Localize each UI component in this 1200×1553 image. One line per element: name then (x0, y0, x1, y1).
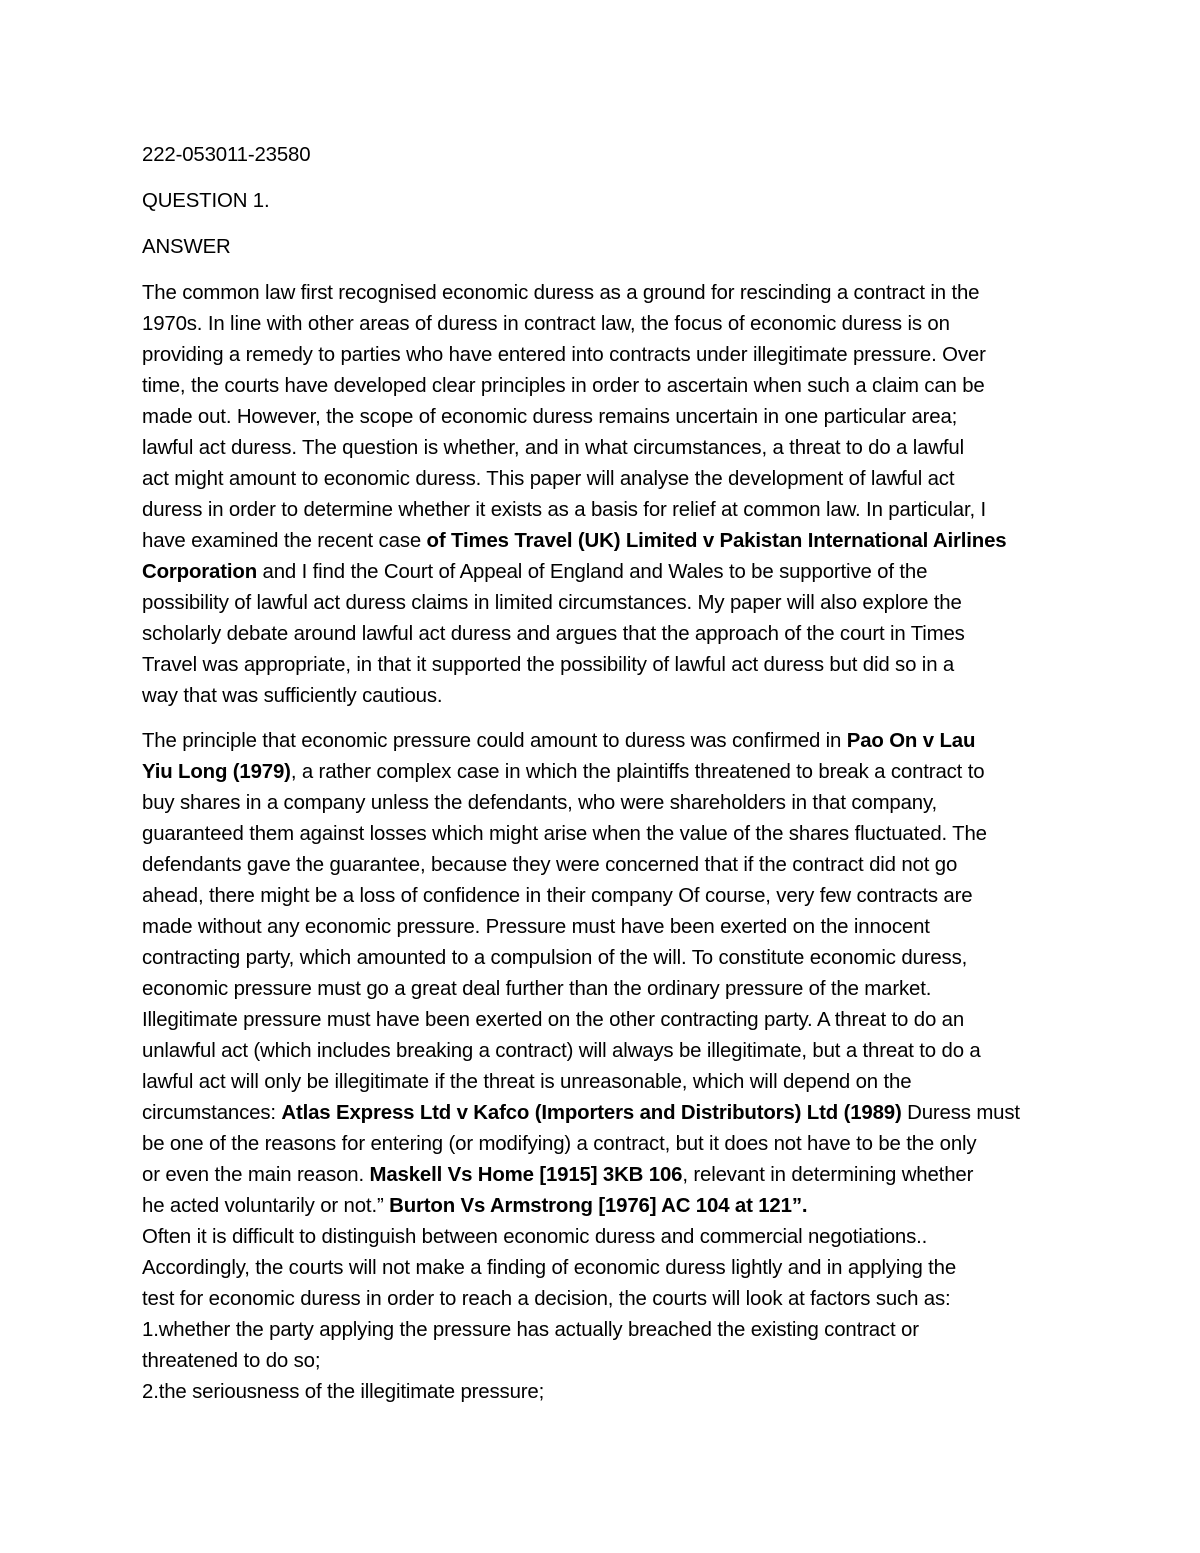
text-line (142, 340, 1062, 371)
case-citation: of Times Travel (UK) Limited v Pakistan International Airlines (426, 530, 1007, 552)
text-line (142, 1284, 1062, 1315)
case-citation: Maskell Vs Home [1915] 3KB 106 (369, 1164, 683, 1186)
text-line (142, 1346, 1062, 1377)
paragraph-introduction (142, 278, 1062, 712)
text-segment: time, the courts have developed clear principles in order to ascertain when such a claim can be (142, 375, 985, 397)
case-citation: Yiu Long (1979) (142, 761, 291, 783)
text-line (142, 588, 1062, 619)
text-line (142, 495, 1062, 526)
text-segment: buy shares in a company unless the defendants, who were shareholders in that company, (142, 792, 938, 814)
document-body (142, 140, 1062, 1408)
case-citation: Burton Vs Armstrong [1976] AC 104 at 121”. (389, 1195, 808, 1217)
text-line (142, 850, 1062, 881)
text-segment: possibility of lawful act duress claims in limited circumstances. My paper will also explore the (142, 592, 962, 614)
text-segment: , relevant in determining whether (682, 1164, 974, 1186)
text-line (142, 1377, 1062, 1408)
text-line (142, 819, 1062, 850)
text-segment: test for economic duress in order to reach a decision, the courts will look at factors such as: (142, 1288, 951, 1310)
text-line (142, 1315, 1062, 1346)
answer-heading: ANSWER (142, 236, 231, 258)
text-segment: be one of the reasons for entering (or modifying) a contract, but it does not have to be the only (142, 1133, 977, 1155)
reference-number: 222-053011-23580 (142, 144, 311, 166)
text-line (142, 433, 1062, 464)
text-line (142, 619, 1062, 650)
text-segment: act might amount to economic duress. This paper will analyse the development of lawful act (142, 468, 955, 490)
text-segment: contracting party, which amounted to a compulsion of the will. To constitute economic duress, (142, 947, 968, 969)
text-segment: or even the main reason. (142, 1164, 370, 1186)
text-line (142, 788, 1062, 819)
text-segment: way that was sufficiently cautious. (142, 685, 443, 707)
text-line (142, 1005, 1062, 1036)
text-segment: duress in order to determine whether it exists as a basis for relief at common law. In particular, I (142, 499, 987, 521)
text-segment: unlawful act (which includes breaking a contract) will always be illegitimate, but a threat to do a (142, 1040, 981, 1062)
text-segment: Illegitimate pressure must have been exerted on the other contracting party. A threat to do an (142, 1009, 965, 1031)
text-segment: threatened to do so; (142, 1350, 321, 1372)
text-line (142, 526, 1062, 557)
text-segment: guaranteed them against losses which might arise when the value of the shares fluctuated. The (142, 823, 987, 845)
text-line (142, 402, 1062, 433)
text-segment: Accordingly, the courts will not make a finding of economic duress lightly and in applying the (142, 1257, 957, 1279)
text-segment: Duress must (901, 1102, 1020, 1124)
text-line (142, 912, 1062, 943)
text-line (142, 1129, 1062, 1160)
text-segment: , a rather complex case in which the plaintiffs threatened to break a contract to (290, 761, 985, 783)
text-segment: made out. However, the scope of economic duress remains uncertain in one particular area; (142, 406, 958, 428)
text-line (142, 371, 1062, 402)
text-line (142, 1067, 1062, 1098)
text-line (142, 1036, 1062, 1067)
text-line (142, 1098, 1062, 1129)
text-line (142, 974, 1062, 1005)
text-segment: he acted voluntarily or not.” (142, 1195, 390, 1217)
text-line (142, 757, 1062, 788)
text-segment: The principle that economic pressure could amount to duress was confirmed in (142, 730, 847, 752)
text-line (142, 1191, 1062, 1222)
text-line (142, 309, 1062, 340)
case-citation: Atlas Express Ltd v Kafco (Importers and Distributors) Ltd (1989) (281, 1102, 902, 1124)
text-line (142, 278, 1062, 309)
text-segment: 1970s. In line with other areas of duress in contract law, the focus of economic duress is on (142, 313, 950, 335)
text-line (142, 1253, 1062, 1284)
text-segment: lawful act duress. The question is whether, and in what circumstances, a threat to do a lawful (142, 437, 964, 459)
text-line (142, 650, 1062, 681)
text-segment: ahead, there might be a loss of confidence in their company Of course, very few contracts are (142, 885, 973, 907)
text-line (142, 943, 1062, 974)
text-segment: and I find the Court of Appeal of England and Wales to be supportive of the (257, 561, 928, 583)
text-segment: Travel was appropriate, in that it supported the possibility of lawful act duress but did so in a (142, 654, 955, 676)
text-segment: 2.the seriousness of the illegitimate pressure; (142, 1381, 545, 1403)
text-segment: economic pressure must go a great deal further than the ordinary pressure of the market. (142, 978, 932, 1000)
text-segment: providing a remedy to parties who have entered into contracts under illegitimate pressure. Over (142, 344, 986, 366)
text-line (142, 1160, 1062, 1191)
text-line (142, 464, 1062, 495)
text-line (142, 557, 1062, 588)
text-segment: The common law first recognised economic duress as a ground for rescinding a contract in the (142, 282, 980, 304)
text-segment: made without any economic pressure. Pressure must have been exerted on the innocent (142, 916, 930, 938)
question-heading: QUESTION 1. (142, 190, 270, 212)
text-segment: defendants gave the guarantee, because they were concerned that if the contract did not go (142, 854, 958, 876)
text-line (142, 726, 1062, 757)
text-line (142, 681, 1062, 712)
paragraph-economic-pressure (142, 726, 1062, 1408)
text-segment: circumstances: (142, 1102, 282, 1124)
text-segment: have examined the recent case (142, 530, 427, 552)
text-line (142, 1222, 1062, 1253)
text-line (142, 881, 1062, 912)
text-segment: Often it is difficult to distinguish between economic duress and commercial negotiations.. (142, 1226, 928, 1248)
text-segment: scholarly debate around lawful act duress and argues that the approach of the court in Times (142, 623, 965, 645)
text-segment: 1.whether the party applying the pressure has actually breached the existing contract or (142, 1319, 919, 1341)
case-citation: Corporation (142, 561, 258, 583)
case-citation: Pao On v Lau (846, 730, 976, 752)
text-segment: lawful act will only be illegitimate if the threat is unreasonable, which will depend on the (142, 1071, 912, 1093)
